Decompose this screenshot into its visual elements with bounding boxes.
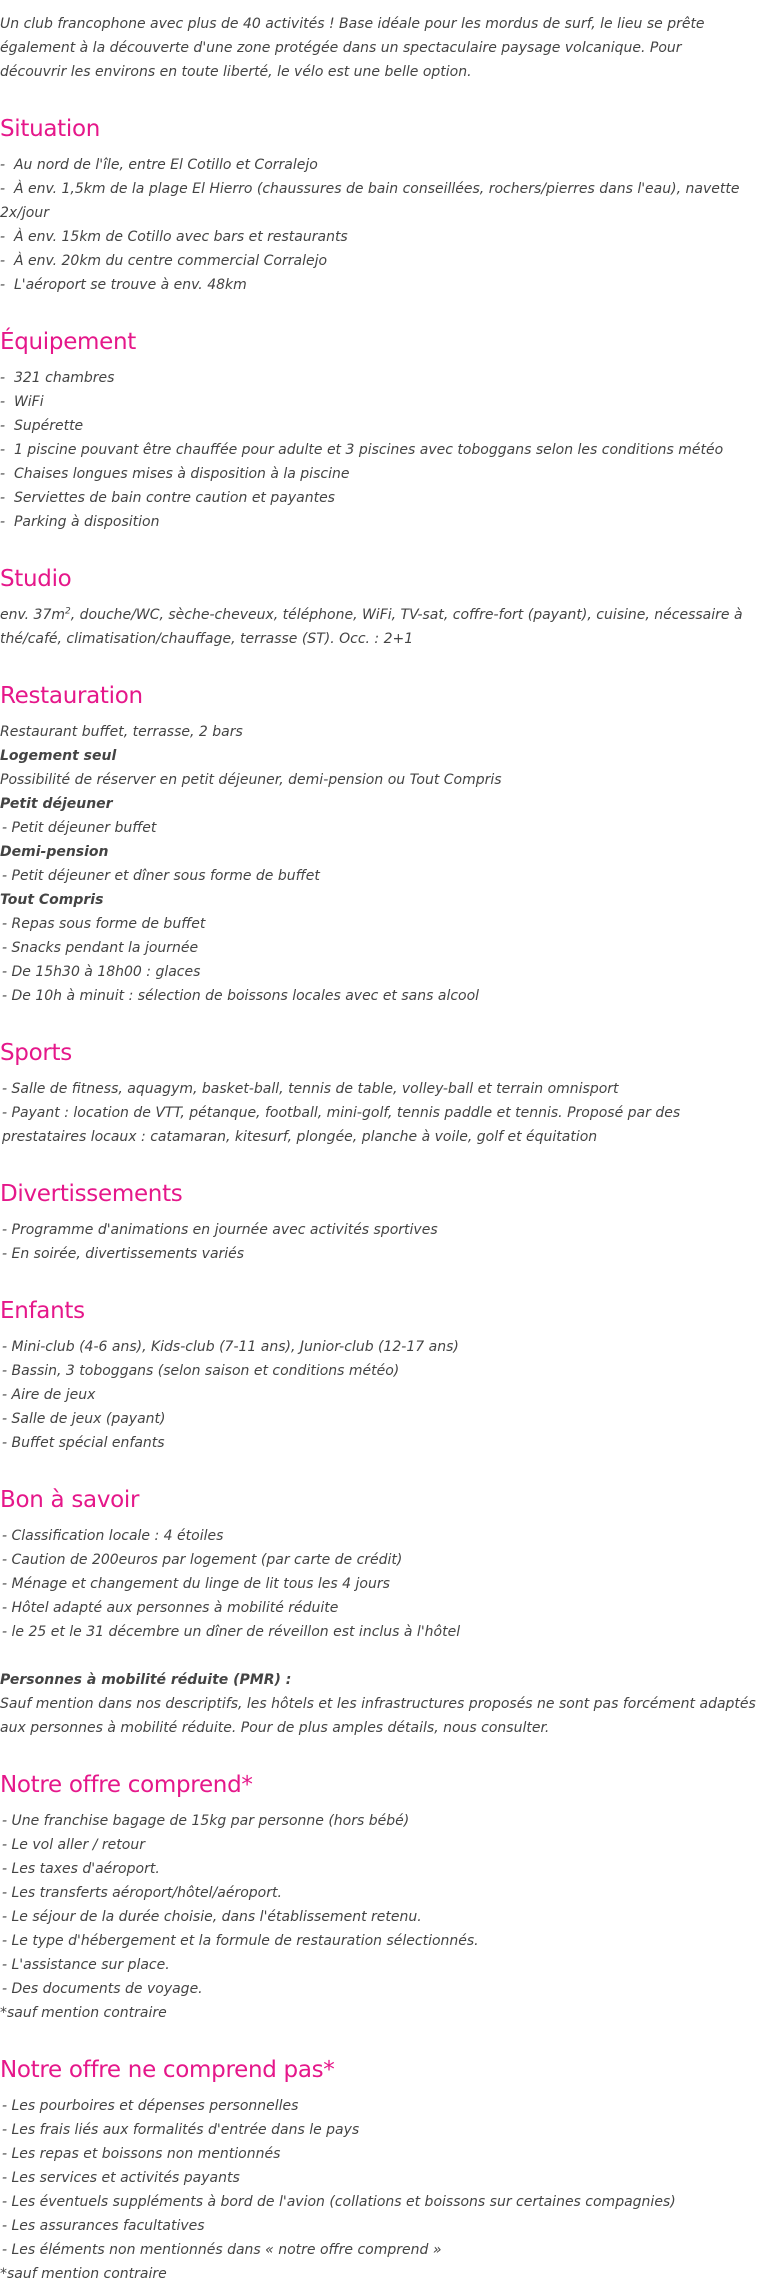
list-item: - Aire de jeux <box>2 1387 96 1403</box>
list-item: - Salle de fitness, aquagym, basket-ball, tennis de table, volley-ball et terrain omnisport <box>2 1081 619 1097</box>
list-item: - Programme d'animations en journée avec activités sportives <box>2 1222 438 1238</box>
section-title-offre-ne-comprend-pas: Notre offre ne comprend pas* <box>0 2057 335 2083</box>
pmr-label: Personnes à mobilité réduite (PMR) : <box>0 1672 292 1688</box>
section-title-bon-a-savoir: Bon à savoir <box>0 1487 140 1513</box>
tout-compris-list <box>0 912 758 1008</box>
list-item: - Les services et activités payants <box>2 2170 240 2186</box>
section-title-studio: Studio <box>0 566 72 592</box>
list-item: - En soirée, divertissements variés <box>2 1246 245 1262</box>
list-item: - Snacks pendant la journée <box>2 940 199 956</box>
enfants-list <box>0 1335 758 1455</box>
list-item: - Caution de 200euros par logement (par carte de crédit) <box>2 1552 403 1568</box>
list-item: - De 15h30 à 18h00 : glaces <box>2 964 201 980</box>
demi-pension-label: Demi-pension <box>0 844 109 860</box>
section-title-enfants: Enfants <box>0 1298 85 1324</box>
list-item: - Payant : location de VTT, pétanque, football, mini-golf, tennis paddle et tennis. Proposé par des prestataires locaux : catamaran, kitesurf, plongée, planche à voile, golf et équitation <box>2 1105 681 1145</box>
list-item: - Ménage et changement du linge de lit tous les 4 jours <box>2 1576 390 1592</box>
list-item: - Serviettes de bain contre caution et payantes <box>0 486 758 510</box>
list-item: - Repas sous forme de buffet <box>2 916 206 932</box>
section-title-equipement: Équipement <box>0 329 136 355</box>
section-title-situation: Situation <box>0 116 101 142</box>
section-title-divertissements: Divertissements <box>0 1181 183 1207</box>
list-item: - Les assurances facultatives <box>2 2218 205 2234</box>
divertissements-list <box>0 1218 758 1266</box>
situation-list <box>0 153 758 297</box>
list-item: - Petit déjeuner buffet <box>2 820 157 836</box>
list-item: - Hôtel adapté aux personnes à mobilité réduite <box>2 1600 339 1616</box>
list-item: - Au nord de l'île, entre El Cotillo et Corralejo <box>0 153 758 177</box>
offre-ne-comprend-pas-footnote: *sauf mention contraire <box>0 2266 167 2282</box>
list-item: - Parking à disposition <box>0 510 758 534</box>
offre-ne-comprend-pas-list <box>0 2094 758 2262</box>
list-item: - De 10h à minuit : sélection de boissons locales avec et sans alcool <box>2 988 480 1004</box>
list-item: - Salle de jeux (payant) <box>2 1411 166 1427</box>
list-item: - Les éléments non mentionnés dans « notre offre comprend » <box>2 2242 442 2258</box>
studio-text-end: , douche/WC, sèche-cheveux, téléphone, WiFi, TV-sat, coffre-fort (payant), cuisine, nécessaire à thé/café, climatisation/chauffage, terrasse (ST). Occ. : 2+1 <box>0 607 743 647</box>
list-item: - Chaises longues mises à disposition à la piscine <box>0 462 758 486</box>
list-item: - L'assistance sur place. <box>2 1957 170 1973</box>
list-item: - Petit déjeuner et dîner sous forme de buffet <box>2 868 320 884</box>
list-item: - le 25 et le 31 décembre un dîner de réveillon est inclus à l'hôtel <box>2 1624 461 1640</box>
list-item: - Bassin, 3 toboggans (selon saison et conditions météo) <box>2 1363 400 1379</box>
demi-pension-list <box>0 864 758 888</box>
section-title-offre-comprend: Notre offre comprend* <box>0 1772 253 1798</box>
list-item: - Une franchise bagage de 15kg par personne (hors bébé) <box>2 1813 410 1829</box>
list-item: - Les pourboires et dépenses personnelles <box>2 2098 299 2114</box>
list-item: - Les repas et boissons non mentionnés <box>2 2146 281 2162</box>
list-item: - À env. 15km de Cotillo avec bars et restaurants <box>0 225 758 249</box>
list-item: - 321 chambres <box>0 366 758 390</box>
section-title-restauration: Restauration <box>0 683 143 709</box>
list-item: - Les frais liés aux formalités d'entrée dans le pays <box>2 2122 360 2138</box>
list-item: - WiFi <box>0 390 758 414</box>
studio-superscript: 2 <box>64 606 71 617</box>
section-title-sports: Sports <box>0 1040 72 1066</box>
list-item: - À env. 1,5km de la plage El Hierro (chaussures de bain conseillées, rochers/pierres dans l'eau), navette 2x/jour <box>0 177 758 225</box>
petit-dejeuner-list <box>0 816 758 840</box>
restauration-intro: Restaurant buffet, terrasse, 2 bars <box>0 724 243 740</box>
list-item: - Mini-club (4-6 ans), Kids-club (7-11 ans), Junior-club (12-17 ans) <box>2 1339 459 1355</box>
pmr-text: Sauf mention dans nos descriptifs, les hôtels et les infrastructures proposés ne sont pas forcément adaptés aux personnes à mobilité réduite. Pour de plus amples détails, nous consulter. <box>0 1696 756 1736</box>
list-item: - Supérette <box>0 414 758 438</box>
list-item: - Le vol aller / retour <box>2 1837 145 1853</box>
list-item: - Classification locale : 4 étoiles <box>2 1528 224 1544</box>
intro-paragraph: Un club francophone avec plus de 40 activités ! Base idéale pour les mordus de surf, le lieu se prête également à la découverte d'une zone protégée dans un spectaculaire paysage volcanique. Pour découvrir les environs en toute liberté, le vélo est une belle option. <box>0 16 705 80</box>
list-item: - À env. 20km du centre commercial Corralejo <box>0 249 758 273</box>
equipement-list <box>0 366 758 534</box>
offre-comprend-footnote: *sauf mention contraire <box>0 2005 167 2021</box>
petit-dejeuner-label: Petit déjeuner <box>0 796 113 812</box>
list-item: - Le type d'hébergement et la formule de restauration sélectionnés. <box>2 1933 479 1949</box>
studio-text-start: env. 37m <box>0 607 65 623</box>
offre-comprend-list <box>0 1809 758 2001</box>
list-item: - Des documents de voyage. <box>2 1981 203 1997</box>
list-item: - 1 piscine pouvant être chauffée pour adulte et 3 piscines avec toboggans selon les conditions météo <box>0 438 758 462</box>
tout-compris-label: Tout Compris <box>0 892 104 908</box>
studio-description <box>0 603 758 651</box>
bon-a-savoir-list <box>0 1524 758 1644</box>
list-item: - Les éventuels suppléments à bord de l'avion (collations et boissons sur certaines compagnies) <box>2 2194 676 2210</box>
list-item: - Le séjour de la durée choisie, dans l'établissement retenu. <box>2 1909 422 1925</box>
list-item: - L'aéroport se trouve à env. 48km <box>0 273 758 297</box>
list-item: - Buffet spécial enfants <box>2 1435 165 1451</box>
list-item: - Les transferts aéroport/hôtel/aéroport. <box>2 1885 282 1901</box>
logement-seul-label: Logement seul <box>0 748 117 764</box>
logement-seul-text: Possibilité de réserver en petit déjeuner, demi-pension ou Tout Compris <box>0 772 502 788</box>
list-item: - Les taxes d'aéroport. <box>2 1861 160 1877</box>
sports-list <box>0 1077 758 1149</box>
